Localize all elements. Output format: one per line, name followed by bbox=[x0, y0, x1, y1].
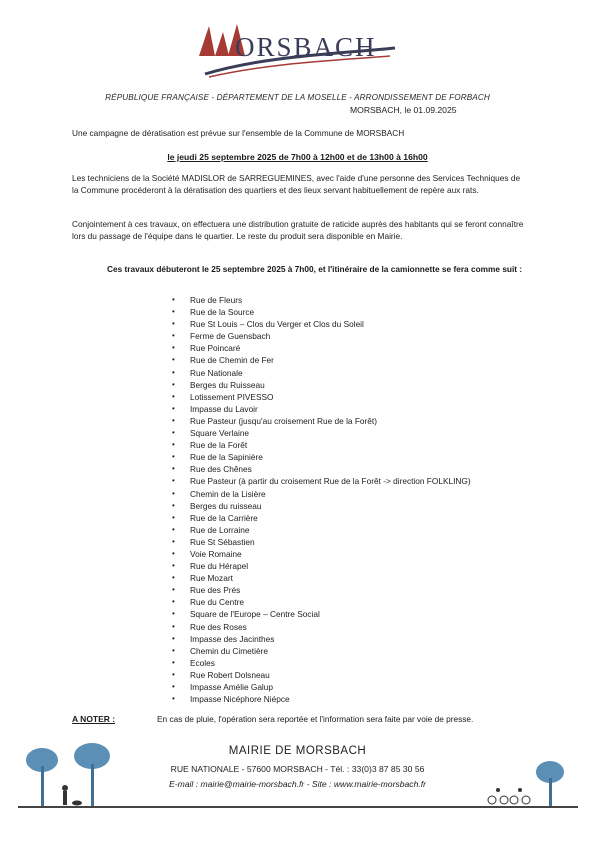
street-item: • Rue de la Forêt bbox=[172, 439, 471, 451]
street-item: • Chemin de la Lisière bbox=[172, 488, 471, 500]
street-item: • Rue Pasteur (à partir du croisement Rue de la Forêt -> direction FOLKLING) bbox=[172, 475, 471, 487]
street-item: • Rue de Lorraine bbox=[172, 524, 471, 536]
dateline: MORSBACH, le 01.09.2025 bbox=[350, 105, 457, 115]
footer-address: RUE NATIONALE - 57600 MORSBACH - Tél. : 33(0)3 87 85 30 56 bbox=[170, 764, 425, 774]
street-item: • Rue Mozart bbox=[172, 572, 471, 584]
street-item: • Chemin du Cimetière bbox=[172, 645, 471, 657]
footer-title: MAIRIE DE MORSBACH bbox=[228, 745, 367, 757]
street-item: • Rue Nationale bbox=[172, 367, 471, 379]
street-item: • Rue des Prés bbox=[172, 584, 471, 596]
street-list bbox=[172, 294, 471, 705]
street-item: • Rue de la Sapinière bbox=[172, 451, 471, 463]
street-item: • Rue des Roses bbox=[172, 621, 471, 633]
street-item: • Rue St Louis – Clos du Verger et Clos du Soleil bbox=[172, 318, 471, 330]
street-item: • Ecoles bbox=[172, 657, 471, 669]
street-item: • Berges du Ruisseau bbox=[172, 379, 471, 391]
street-item: • Rue Pasteur (jusqu'au croisement Rue de la Forêt) bbox=[172, 415, 471, 427]
street-item: • Voie Romaine bbox=[172, 548, 471, 560]
note-text: En cas de pluie, l'opération sera reportée et l'information sera faite par voie de presse. bbox=[157, 714, 474, 724]
street-item: • Impasse du Lavoir bbox=[172, 403, 471, 415]
street-item: • Impasse des Jacinthes bbox=[172, 633, 471, 645]
paragraph-distribution: Conjointement à ces travaux, on effectuera une distribution gratuite de raticide auprès des habitants qui se feront connaître lors du passage de l'équipe dans le quartier. Le reste du produit sera disponible en Mairie. bbox=[72, 219, 524, 241]
street-item: • Rue Robert Dolsneau bbox=[172, 669, 471, 681]
note-label: A NOTER : bbox=[72, 714, 116, 724]
street-item: • Rue des Chênes bbox=[172, 463, 471, 475]
street-item: • Lotissement PIVESSO bbox=[172, 391, 471, 403]
street-item: • Rue de Chemin de Fer bbox=[172, 354, 471, 366]
ground-line bbox=[18, 806, 578, 808]
street-item: • Rue de la Source bbox=[172, 306, 471, 318]
paragraph-technicians: Les techniciens de la Société MADISLOR de SARREGUEMINES, avec l'aide d'une personne des Services Techniques de la Commune procéderont à la dératisation des quartiers et des lieux servant habituellement de repère aux rats. bbox=[72, 173, 521, 195]
campaign-dates: le jeudi 25 septembre 2025 de 7h00 à 12h00 et de 13h00 à 16h00 bbox=[167, 152, 428, 162]
street-item: • Rue du Hérapel bbox=[172, 560, 471, 572]
street-item: • Rue de la Carrière bbox=[172, 512, 471, 524]
street-item: • Impasse Nicéphore Niépce bbox=[172, 693, 471, 705]
street-item: • Rue de Fleurs bbox=[172, 294, 471, 306]
street-item: • Ferme de Guensbach bbox=[172, 330, 471, 342]
street-item: • Square de l'Europe – Centre Social bbox=[172, 608, 471, 620]
logo-text: ORSBACH bbox=[235, 32, 377, 62]
street-item: • Rue St Sébastien bbox=[172, 536, 471, 548]
intro-paragraph: Une campagne de dératisation est prévue sur l'ensemble de la Commune de MORSBACH bbox=[72, 128, 405, 138]
itinerary-intro: Ces travaux débuteront le 25 septembre 2025 à 7h00, et l'itinéraire de la camionnette se fera comme suit : bbox=[107, 264, 523, 274]
street-item: • Rue du Centre bbox=[172, 596, 471, 608]
mairie-logo bbox=[195, 18, 400, 80]
street-item: • Square Verlaine bbox=[172, 427, 471, 439]
street-item: • Rue Poincaré bbox=[172, 342, 471, 354]
street-item: • Berges du ruisseau bbox=[172, 500, 471, 512]
street-item: • Impasse Amélie Galup bbox=[172, 681, 471, 693]
header-subtitle: RÉPUBLIQUE FRANÇAISE - DÉPARTEMENT DE LA MOSELLE - ARRONDISSEMENT DE FORBACH bbox=[105, 93, 490, 102]
footer-contact: E-mail : mairie@mairie-morsbach.fr - Site : www.mairie-morsbach.fr bbox=[168, 779, 427, 789]
